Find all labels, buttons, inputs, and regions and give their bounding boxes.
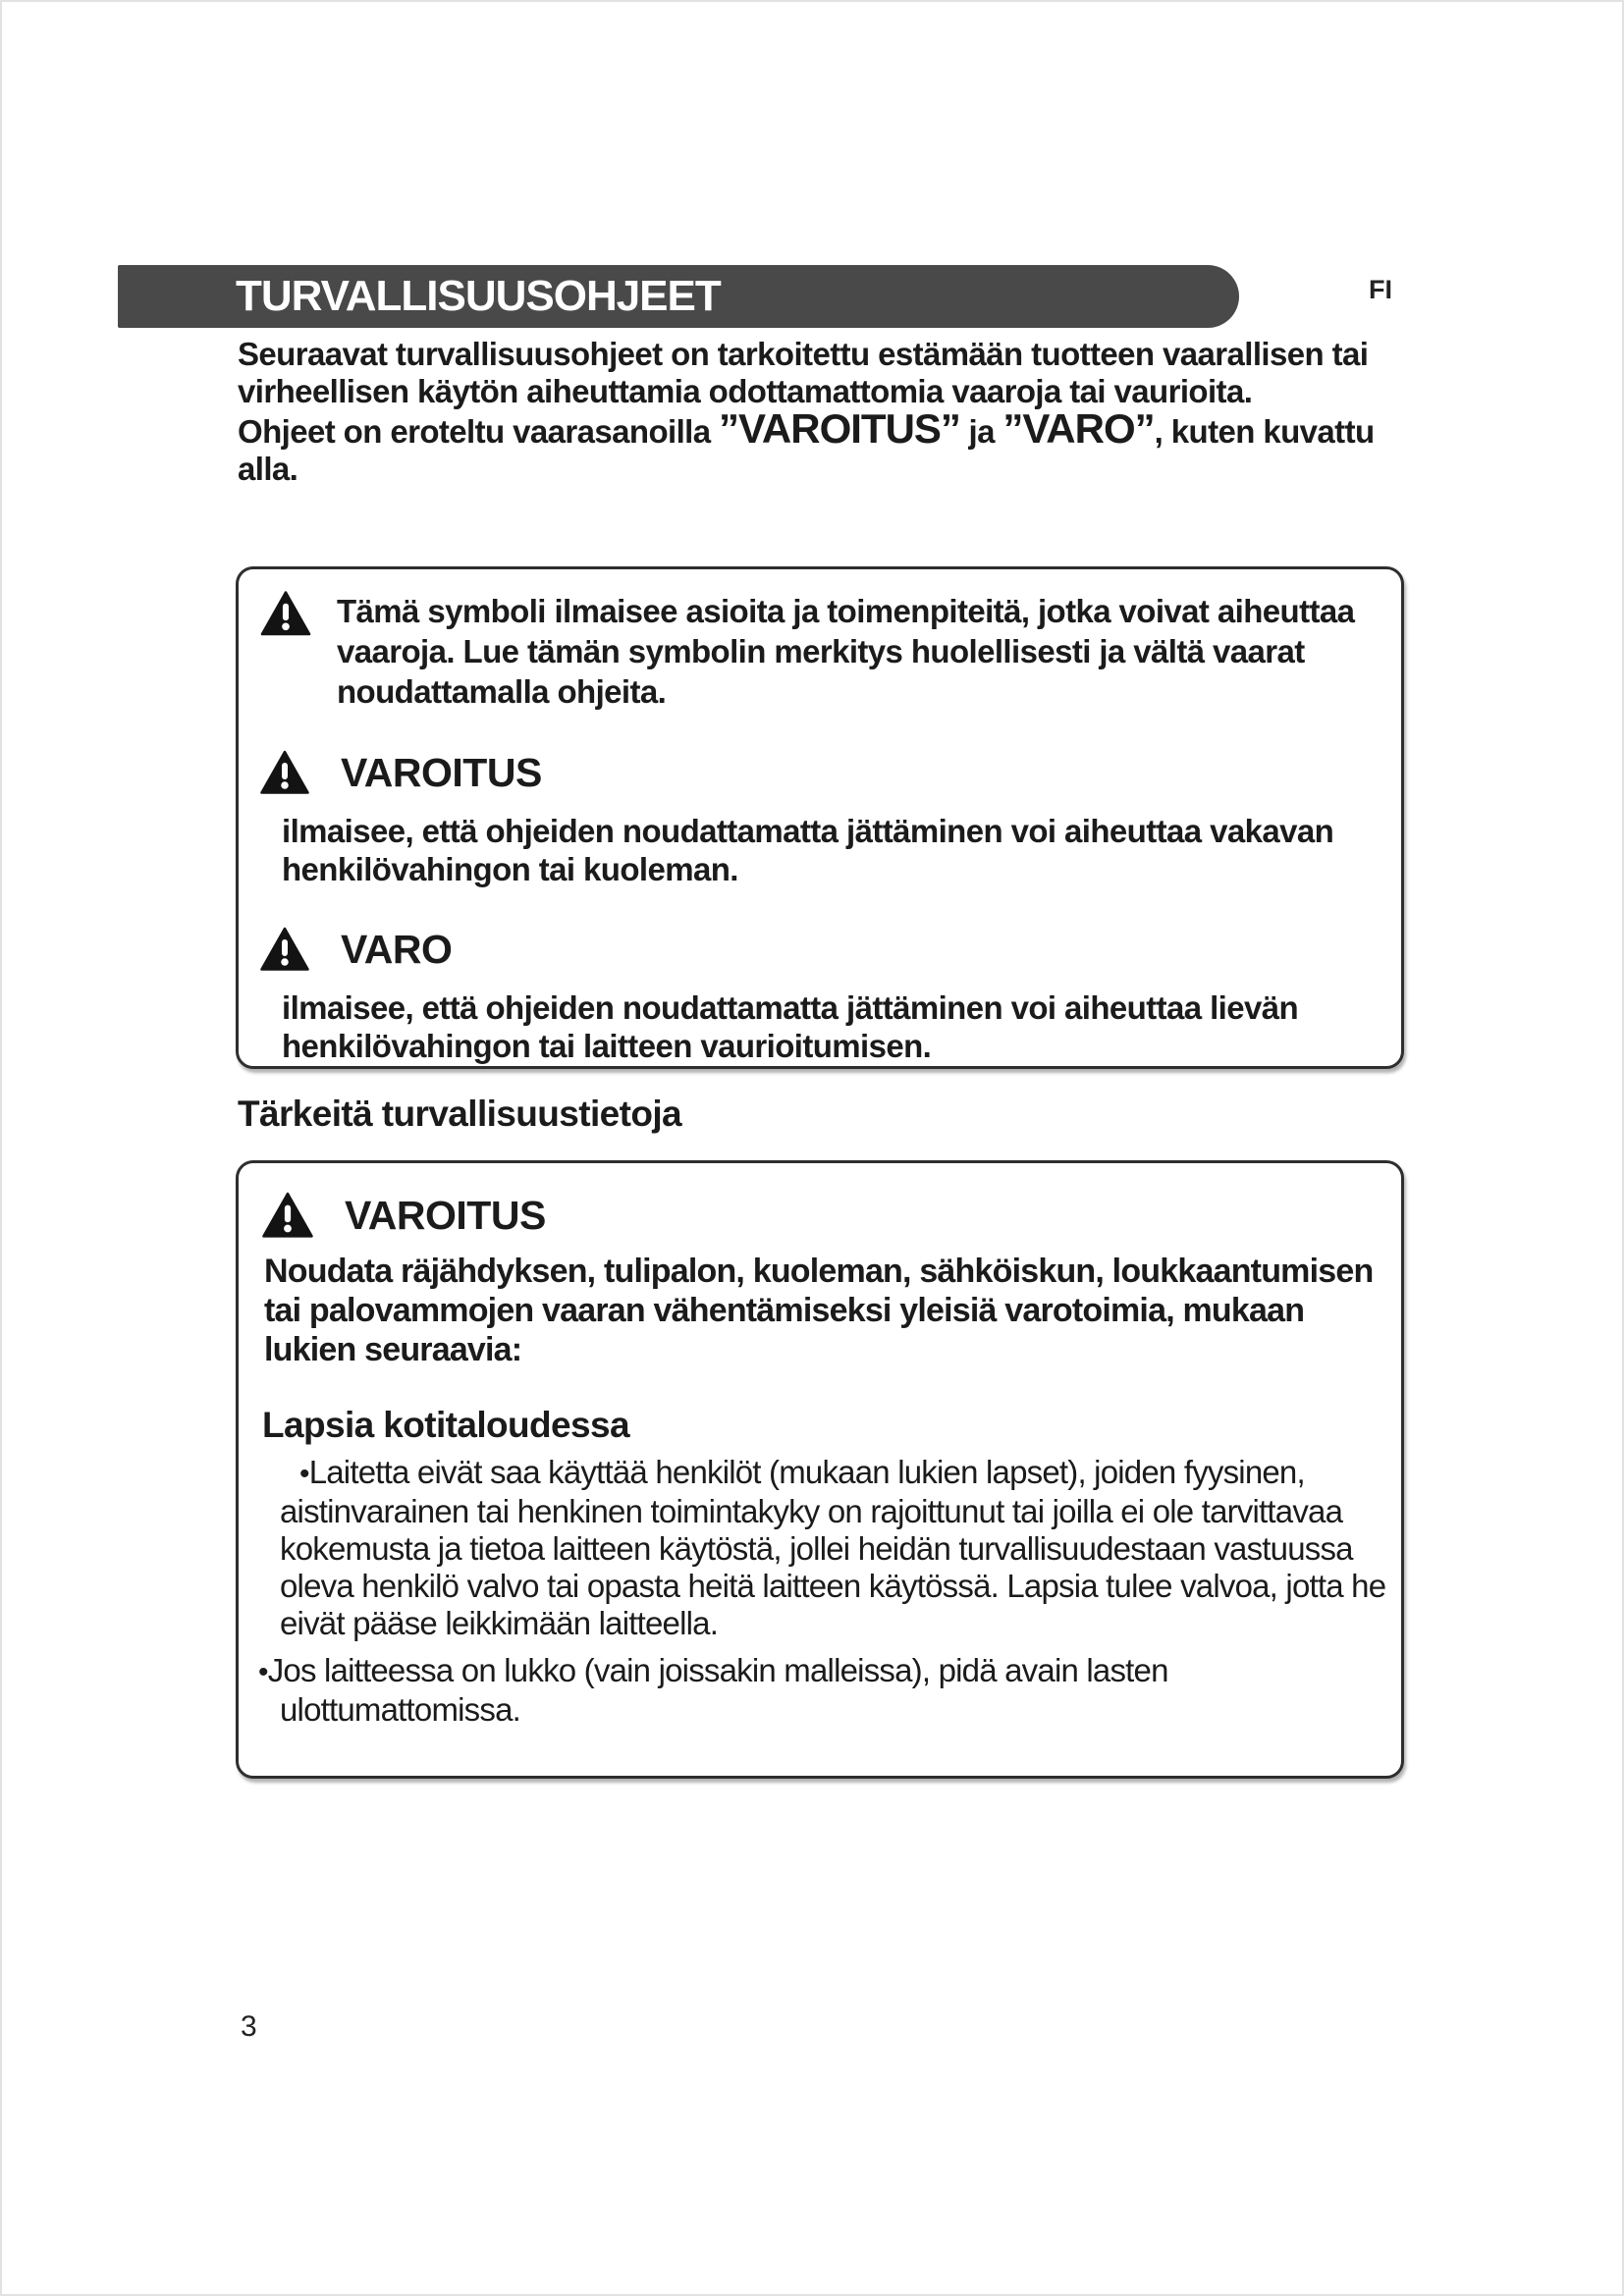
bullet-text: Jos laitteessa on lukko (vain joissakin malleissa), pidä avain lasten ulottumattomissa. bbox=[267, 1652, 1168, 1728]
intro-p2-mid: ja bbox=[959, 413, 1003, 450]
section-heading: Tärkeitä turvallisuustietoja bbox=[238, 1094, 682, 1134]
bullet-icon: • bbox=[299, 1458, 309, 1490]
warning-title: VAROITUS bbox=[341, 749, 542, 795]
definitions-box bbox=[236, 566, 1404, 1069]
warning-triangle-icon bbox=[262, 1191, 313, 1240]
language-code-label: FI bbox=[1369, 275, 1392, 304]
symbol-note-row bbox=[260, 591, 1374, 712]
caution-title: VARO bbox=[341, 926, 453, 972]
section-header-bar bbox=[118, 265, 1239, 328]
warning-definition-text: ilmaisee, että ohjeiden noudattamatta jättäminen voi aiheuttaa vakavan henkilövahingon tai kuoleman. bbox=[282, 813, 1334, 887]
bullet-icon: • bbox=[258, 1656, 268, 1688]
caution-definition-text: ilmaisee, että ohjeiden noudattamatta jättäminen voi aiheuttaa lievän henkilövahingon tai laitteen vaurioitumisen. bbox=[282, 989, 1299, 1064]
page-number: 3 bbox=[241, 2010, 257, 2043]
warning-triangle-icon bbox=[260, 926, 309, 973]
list-item bbox=[280, 1454, 1387, 1642]
intro-warn-word-varoitus: ”VAROITUS” bbox=[719, 405, 960, 452]
intro-p2-suffix: , kuten kuvattu alla. bbox=[238, 413, 1375, 487]
warning-triangle-icon bbox=[260, 749, 309, 796]
intro-paragraph-1: Seuraavat turvallisuusohjeet on tarkoitettu estämään tuotteen vaarallisen tai virheellisen käytön aiheuttamia odottamattomia vaaroja tai vaurioita. bbox=[238, 336, 1369, 409]
warning-triangle-icon bbox=[260, 591, 311, 636]
warning-box-intro: Noudata räjähdyksen, tulipalon, kuoleman, sähköiskun, loukkaantumisen tai palovammojen vaaran vähentämiseksi yleisiä varotoimia, mukaan lukien seuraavia: bbox=[264, 1253, 1374, 1368]
caution-title-row bbox=[260, 926, 1374, 973]
intro-paragraph-2 bbox=[238, 405, 1416, 488]
list-item bbox=[258, 1652, 1387, 1729]
symbol-note-text: Tämä symboli ilmaisee asioita ja toimenpiteitä, jotka voivat aiheuttaa vaaroja. Lue tämän symbolin merkitys huolellisesti ja vältä vaarat noudattamalla ohjeita. bbox=[337, 593, 1355, 710]
intro-warn-word-varo: ”VARO” bbox=[1002, 405, 1155, 452]
intro-p2-prefix: Ohjeet on eroteltu vaarasanoilla bbox=[238, 413, 720, 450]
warning-box-title: VAROITUS bbox=[345, 1192, 546, 1238]
page-title: TURVALLISUUSOHJEET bbox=[236, 272, 721, 320]
intro-paragraphs bbox=[238, 336, 1416, 488]
warning-box-title-row bbox=[262, 1191, 1374, 1240]
bullet-text: Laitetta eivät saa käyttää henkilöt (mukaan lukien lapset), joiden fyysinen, aistinvarainen tai henkinen toimintakyky on rajoittunut tai joilla ei ole tarvittavaa kokemusta ja tietoa laitteen käytöstä, jollei heidän turvallisuudestaan vastuussa oleva henkilö valvo tai opasta heitä laitteen käytössä. Lapsia tulee valvoa, jotta he eivät pääse leikkimään laitteella. bbox=[280, 1454, 1386, 1641]
warning-box bbox=[236, 1160, 1404, 1779]
subsection-title: Lapsia kotitaloudessa bbox=[262, 1405, 629, 1445]
warning-title-row bbox=[260, 749, 1374, 796]
